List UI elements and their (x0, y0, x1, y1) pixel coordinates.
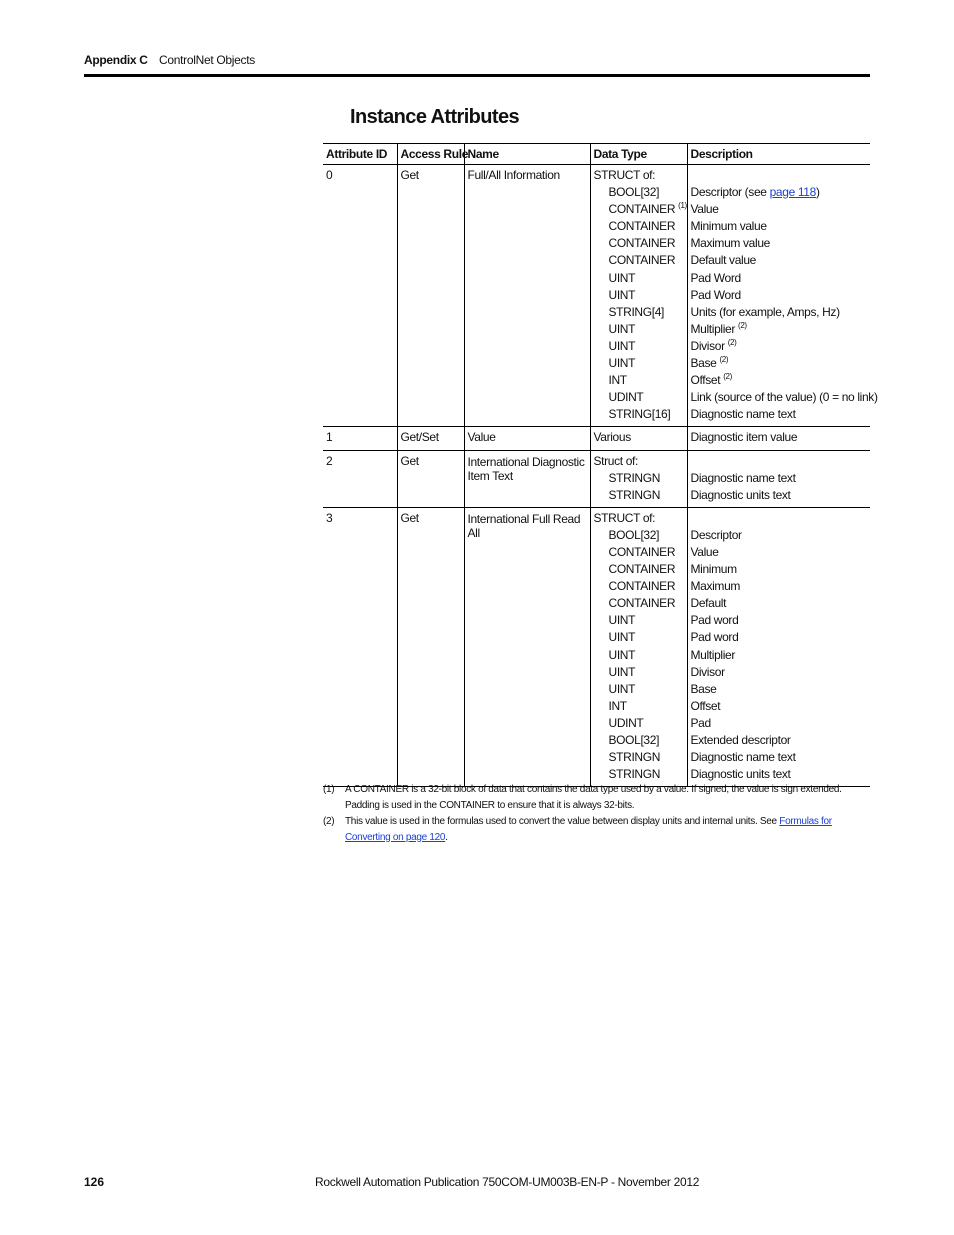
data-type: STRINGN (608, 750, 661, 765)
description: Offset (690, 373, 721, 388)
description-item (691, 732, 868, 749)
data-type-item (594, 252, 684, 269)
footnote-1 (323, 782, 870, 813)
header-chapter: ControlNet Objects (159, 53, 255, 67)
data-type-item (594, 184, 684, 201)
data-type: UINT (608, 321, 636, 336)
data-type-item (594, 629, 684, 646)
cell-description (687, 427, 870, 450)
description: Link (source of the value) (0 = no link) (690, 390, 878, 405)
data-type-item (594, 270, 684, 287)
attribute-id: 2 (326, 453, 333, 468)
description-item (691, 749, 868, 766)
description: Default value (690, 253, 756, 268)
data-type: STRING[16] (608, 407, 671, 422)
data-type-item (594, 698, 684, 715)
data-type-item (594, 287, 684, 304)
cell-description (687, 165, 878, 427)
footnote-number: (1) (323, 784, 335, 795)
cell-name (464, 450, 590, 507)
description-item (691, 544, 868, 561)
instance-attributes-table (323, 143, 878, 787)
description: Pad word (690, 613, 739, 628)
cell-attribute-id (323, 165, 397, 427)
data-type-item (594, 595, 684, 612)
data-type: UINT (608, 287, 636, 302)
description-item (691, 470, 868, 487)
attribute-name: International Full Read All (467, 511, 581, 540)
data-type: UINT (608, 613, 636, 628)
cell-data-type (590, 427, 687, 450)
description: Maximum (690, 579, 741, 594)
data-type-head: STRUCT of: (593, 168, 656, 182)
data-type-item (594, 527, 684, 544)
description-item (691, 270, 868, 287)
data-type-head: STRUCT of: (593, 510, 656, 525)
data-type-item (594, 235, 684, 252)
col-header-name: Name (464, 144, 590, 165)
data-type: UINT (608, 356, 636, 371)
data-type: INT (608, 698, 627, 713)
footnote-text: A CONTAINER is a 32-bit block of data that contains the data type used by a value. If signed, the value is sign extended. Padding is used in the CONTAINER to ensure that it is always 32-bits. (345, 784, 842, 811)
description-head (691, 510, 868, 527)
data-type: CONTAINER (608, 596, 676, 611)
data-type: CONTAINER (608, 236, 676, 251)
data-type-item (594, 749, 684, 766)
data-type: UINT (608, 338, 636, 353)
description: Diagnostic name text (690, 470, 796, 485)
description: Diagnostic name text (690, 407, 796, 422)
footnote-text-end: . (445, 831, 448, 843)
data-type: BOOL[32] (608, 185, 660, 200)
table-row (323, 450, 870, 507)
description: Diagnostic units text (690, 767, 791, 782)
data-type-item (594, 732, 684, 749)
footnote-ref: (2) (727, 337, 737, 347)
cell-access-rule (397, 165, 464, 427)
description: Value (690, 202, 719, 217)
data-type: CONTAINER (608, 544, 676, 559)
footnote-ref: (2) (719, 355, 729, 365)
description: Units (for example, Amps, Hz) (690, 304, 840, 319)
description: Diagnostic units text (690, 487, 791, 502)
description-item (691, 612, 868, 629)
data-type: UINT (608, 681, 636, 696)
data-type: CONTAINER (608, 579, 676, 594)
attribute-id: 3 (326, 510, 333, 525)
description: Value (690, 544, 719, 559)
description-item (691, 184, 868, 201)
data-type-item (594, 470, 684, 487)
cell-access-rule (397, 507, 464, 787)
description: Descriptor (see (690, 185, 770, 200)
description-item (691, 304, 868, 321)
formulas-link[interactable]: Formulas for Converting on page 120 (345, 816, 832, 843)
description-item (691, 355, 868, 372)
description-end: ) (815, 185, 820, 200)
data-type: CONTAINER (608, 562, 676, 577)
cell-data-type (590, 507, 687, 787)
data-type: BOOL[32] (608, 733, 660, 747)
description-item (691, 766, 868, 783)
data-type-item (594, 612, 684, 629)
data-type-item (594, 715, 684, 732)
data-type-item (594, 321, 684, 338)
description-item (691, 647, 868, 664)
data-type-item (594, 372, 684, 389)
cell-attribute-id (323, 507, 397, 787)
col-header-data-type: Data Type (590, 144, 687, 165)
data-type: UDINT (608, 715, 644, 730)
attribute-name: Full/All Information (467, 168, 560, 182)
cell-data-type (590, 165, 687, 427)
data-type: UINT (608, 647, 636, 662)
data-type: CONTAINER (608, 202, 676, 217)
data-type-item (594, 664, 684, 681)
description-head (691, 167, 868, 184)
table-row (323, 427, 870, 450)
data-type-item (594, 338, 684, 355)
description-item (690, 389, 878, 406)
data-type-item (594, 355, 684, 372)
data-type-item (594, 578, 684, 595)
description: Default (690, 596, 727, 611)
cell-access-rule (397, 450, 464, 507)
cell-name (464, 507, 590, 787)
footnote-ref: (2) (738, 320, 747, 330)
description: Extended descriptor (690, 733, 791, 747)
access-rule: Get (400, 168, 419, 182)
data-type-head: Various (593, 430, 631, 445)
data-type: UDINT (608, 390, 644, 405)
description: Pad Word (690, 287, 741, 302)
access-rule: Get/Set (400, 430, 439, 445)
description: Maximum value (690, 236, 770, 251)
data-type: CONTAINER (608, 219, 676, 234)
attribute-id: 0 (326, 168, 333, 182)
description-item (691, 201, 868, 218)
description: Base (690, 681, 717, 696)
data-type: STRING[4] (608, 304, 665, 319)
data-type-item (594, 647, 684, 664)
data-type: STRINGN (608, 470, 661, 485)
data-type-item (594, 201, 687, 218)
description: Pad Word (690, 270, 741, 285)
access-rule: Get (400, 453, 419, 468)
header-appendix: Appendix C (84, 53, 148, 67)
data-type-item (594, 766, 684, 783)
footnote-ref: (2) (723, 372, 732, 382)
description: Pad (690, 715, 711, 730)
page-number: 126 (84, 1175, 105, 1189)
cell-attribute-id (323, 427, 397, 450)
cell-data-type (590, 450, 687, 507)
description-item (691, 561, 868, 578)
data-type-item (594, 544, 684, 561)
attribute-name: Value (467, 430, 496, 445)
footnote-ref: (1) (678, 201, 687, 211)
data-type: UINT (608, 664, 636, 679)
description-item (691, 321, 868, 338)
data-type-item (594, 406, 684, 423)
description: Offset (690, 698, 721, 713)
footnote-2 (323, 814, 870, 845)
col-header-description: Description (687, 144, 870, 165)
data-type: BOOL[32] (608, 527, 660, 542)
description: Multiplier (690, 647, 736, 662)
description-item (691, 681, 868, 698)
data-type: STRINGN (608, 487, 661, 502)
description-item (691, 338, 868, 355)
description: Divisor (690, 338, 725, 353)
description-item (691, 527, 868, 544)
description: Multiplier (690, 321, 736, 336)
description-item (691, 287, 868, 304)
description: Diagnostic name text (690, 750, 796, 765)
cell-name (464, 165, 590, 427)
description: Pad word (690, 630, 739, 645)
description: Minimum (690, 562, 737, 577)
description-item (691, 578, 868, 595)
data-type-item (594, 218, 684, 235)
description-item (691, 252, 868, 269)
data-type-item (594, 561, 684, 578)
description-item (691, 715, 868, 732)
access-rule: Get (400, 510, 419, 525)
section-title: Instance Attributes (350, 106, 520, 128)
footnote-text: This value is used in the formulas used to convert the value between display units and internal units. See (345, 816, 780, 827)
data-type: CONTAINER (608, 253, 676, 268)
description-item (691, 595, 868, 612)
publication-info: Rockwell Automation Publication 750COM-UM003B-EN-P - November 2012 (315, 1175, 700, 1189)
description-item (691, 629, 868, 646)
footnote-number: (2) (323, 816, 335, 827)
description-item (691, 218, 868, 235)
description: Divisor (690, 664, 725, 679)
description: Minimum value (690, 219, 767, 234)
data-type-item (594, 487, 684, 504)
col-header-access-rule: Access Rule (397, 144, 464, 165)
table-row (323, 507, 870, 787)
data-type-item (594, 681, 684, 698)
cell-name (464, 427, 590, 450)
description-head: Diagnostic item value (690, 430, 798, 445)
description-item (691, 235, 868, 252)
cell-description (687, 450, 870, 507)
description-item (691, 698, 868, 715)
description: Descriptor (690, 527, 742, 542)
data-type-item (594, 304, 684, 321)
description-item (691, 406, 868, 423)
data-type-head: Struct of: (593, 453, 639, 468)
attribute-id: 1 (326, 430, 333, 445)
data-type: UINT (608, 630, 636, 645)
description-item (691, 372, 868, 389)
footnotes (323, 782, 870, 846)
table-header-row (323, 144, 870, 165)
data-type: INT (608, 373, 627, 388)
page-link[interactable]: page 118 (769, 185, 816, 200)
description-head (691, 453, 868, 470)
data-type-item (594, 389, 684, 406)
cell-attribute-id (323, 450, 397, 507)
description: Base (690, 356, 717, 371)
description-item (691, 487, 868, 504)
attribute-name: International Diagnostic Item Text (467, 454, 585, 483)
cell-access-rule (397, 427, 464, 450)
description-item (691, 664, 868, 681)
header-rule (84, 74, 870, 77)
table-row (323, 165, 870, 427)
cell-description (687, 507, 870, 787)
data-type: STRINGN (608, 767, 661, 782)
data-type: UINT (608, 270, 636, 285)
col-header-attribute-id: Attribute ID (323, 144, 397, 165)
